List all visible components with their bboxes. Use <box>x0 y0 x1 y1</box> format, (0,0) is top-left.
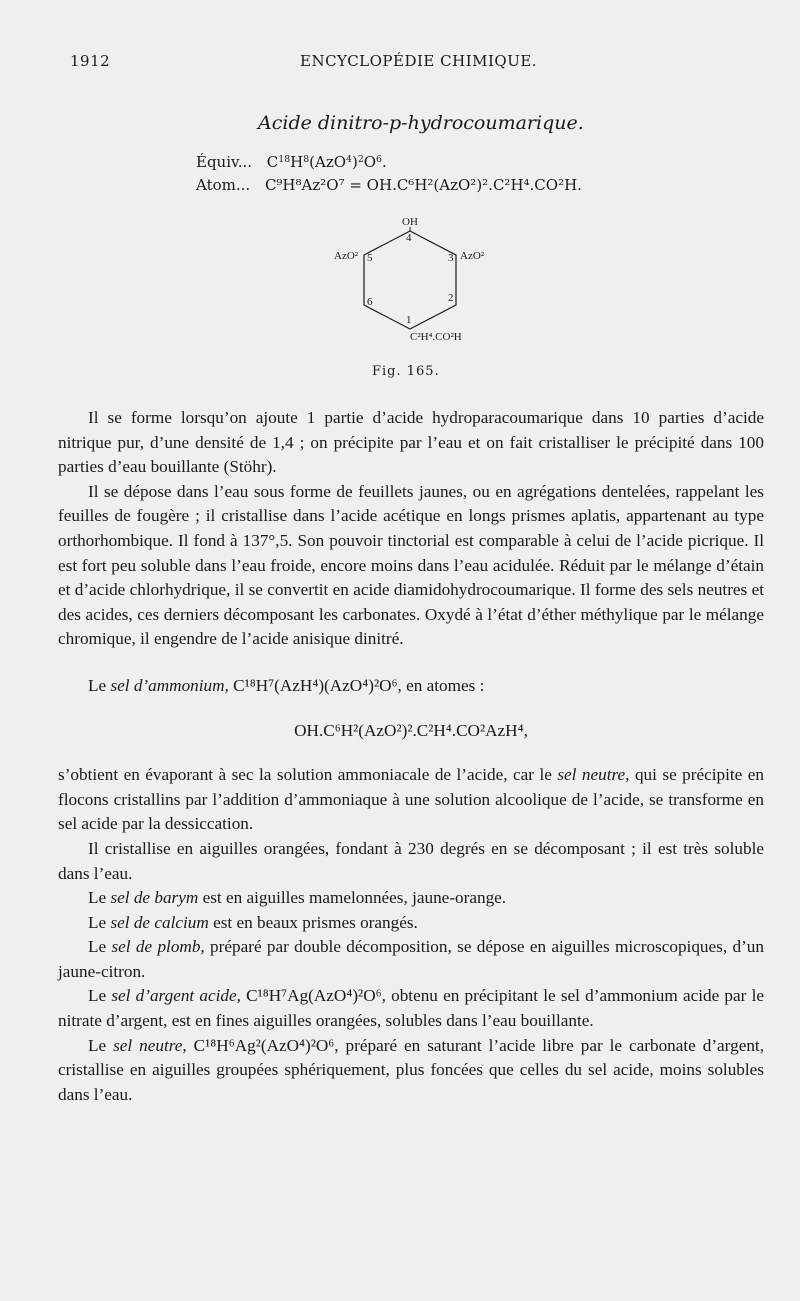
label-oh: OH <box>402 216 418 228</box>
equiv-formula <box>196 153 387 171</box>
pos-1: 1 <box>406 314 412 326</box>
paragraph-silver-acid-salt: Le sel d’argent acide, C¹⁸H⁷Ag(AzO⁴)²O⁶, obtenu en précipitant le sel d’ammonium acide par le nitrate d’argent, est en fines aiguilles orangées, solubles dans l’eau bouillante. <box>58 986 764 1031</box>
pos-4: 4 <box>406 232 412 244</box>
label-side-chain: C²H⁴.CO²H <box>410 331 462 343</box>
atom-formula <box>196 176 582 194</box>
ammonium-formula: OH.C⁶H²(AzO²)².C²H⁴.CO²AzH⁴, <box>294 720 528 740</box>
pos-6: 6 <box>367 296 373 308</box>
section-title: Acide dinitro-p-hydrocoumarique. <box>258 112 584 134</box>
label-left-azo2: AzO² <box>334 250 359 262</box>
body-text <box>58 406 764 1107</box>
pos-5: 5 <box>367 252 373 264</box>
paragraph-formation: Il se forme lorsqu’on ajoute 1 partie d’acide hydroparacoumarique dans 10 parties d’acide nitrique pur, d’une densité de 1,4 ; on précipite par l’eau et on fait cristalliser le précipité dans 100 parties d’eau bouillante (Stöhr). <box>58 408 764 477</box>
atom-value: C⁹H⁸Az²O⁷ = OH.C⁶H²(AzO²)².C²H⁴.CO²H. <box>264 176 582 194</box>
paragraph-ammonium-salt: Le sel d’ammonium, C¹⁸H⁷(AzH⁴)(AzO⁴)²O⁶, en atomes : <box>88 675 485 695</box>
label-right-azo2: AzO² <box>460 250 485 262</box>
benzene-ring-diagram <box>320 205 500 353</box>
paragraph-properties: Il se dépose dans l’eau sous forme de feuillets jaunes, ou en agrégations dentelées, rappelant les feuilles de fougère ; il cristallise dans l’acide acétique en longs prismes aplatis, appartenant au type orthorhombique. Il fond à 137°,5. Son pouvoir tinctorial est comparable à celui de l’acide picrique. Il est fort peu soluble dans l’eau froide, encore moins dans l’eau acidulée. Réduit par le mélange d’étain et d’acide chlorhydrique, il se convertit en acide diamidohydrocoumarique. Il forme des sels neutres et des acides, ces derniers décomposant les carbonates. Oxydé à l’état d’éther méthylique par le mélange chromique, il engendre de l’acide anisique dinitré. <box>58 481 764 649</box>
page-number: 1912 <box>70 52 111 70</box>
paragraph-evaporation: s’obtient en évaporant à sec la solution ammoniacale de l’acide, car le sel neutre, qui se précipite en flocons cristallins par l’addition d’ammoniaque à une solution alcoolique de l’acide, se transforme en sel acide par la dessiccation. <box>58 765 764 834</box>
equiv-value: $C^{18}H^8(AzO^4)^2O^6$. <box>266 153 387 171</box>
running-title: ENCYCLOPÉDIE CHIMIQUE. <box>300 52 538 70</box>
figure-caption: Fig. 165. <box>372 364 440 379</box>
pos-3: 3 <box>448 252 454 264</box>
paragraph-barium-salt: Le sel de barym est en aiguilles mamelonnées, jaune-orange. <box>88 888 507 908</box>
paragraph-crystallizes: Il cristallise en aiguilles orangées, fondant à 230 degrés en se décomposant ; il est très soluble dans l’eau. <box>58 838 764 883</box>
paragraph-calcium-salt: Le sel de calcium est en beaux prismes orangés. <box>88 912 418 932</box>
equiv-label: Équiv... <box>196 153 253 171</box>
atom-label: Atom... <box>196 176 251 194</box>
paragraph-neutral-silver-salt: Le sel neutre, C¹⁸H⁶Ag²(AzO⁴)²O⁶, préparé en saturant l’acide libre par le carbonate d’argent, cristallise en aiguilles groupées sphériquement, plus foncées que celles du sel acide, moins solubles dans l’eau. <box>58 1035 764 1104</box>
pos-2: 2 <box>448 292 454 304</box>
paragraph-lead-salt: Le sel de plomb, préparé par double décomposition, se dépose en aiguilles microscopiques, d’un jaune-citron. <box>58 937 764 981</box>
